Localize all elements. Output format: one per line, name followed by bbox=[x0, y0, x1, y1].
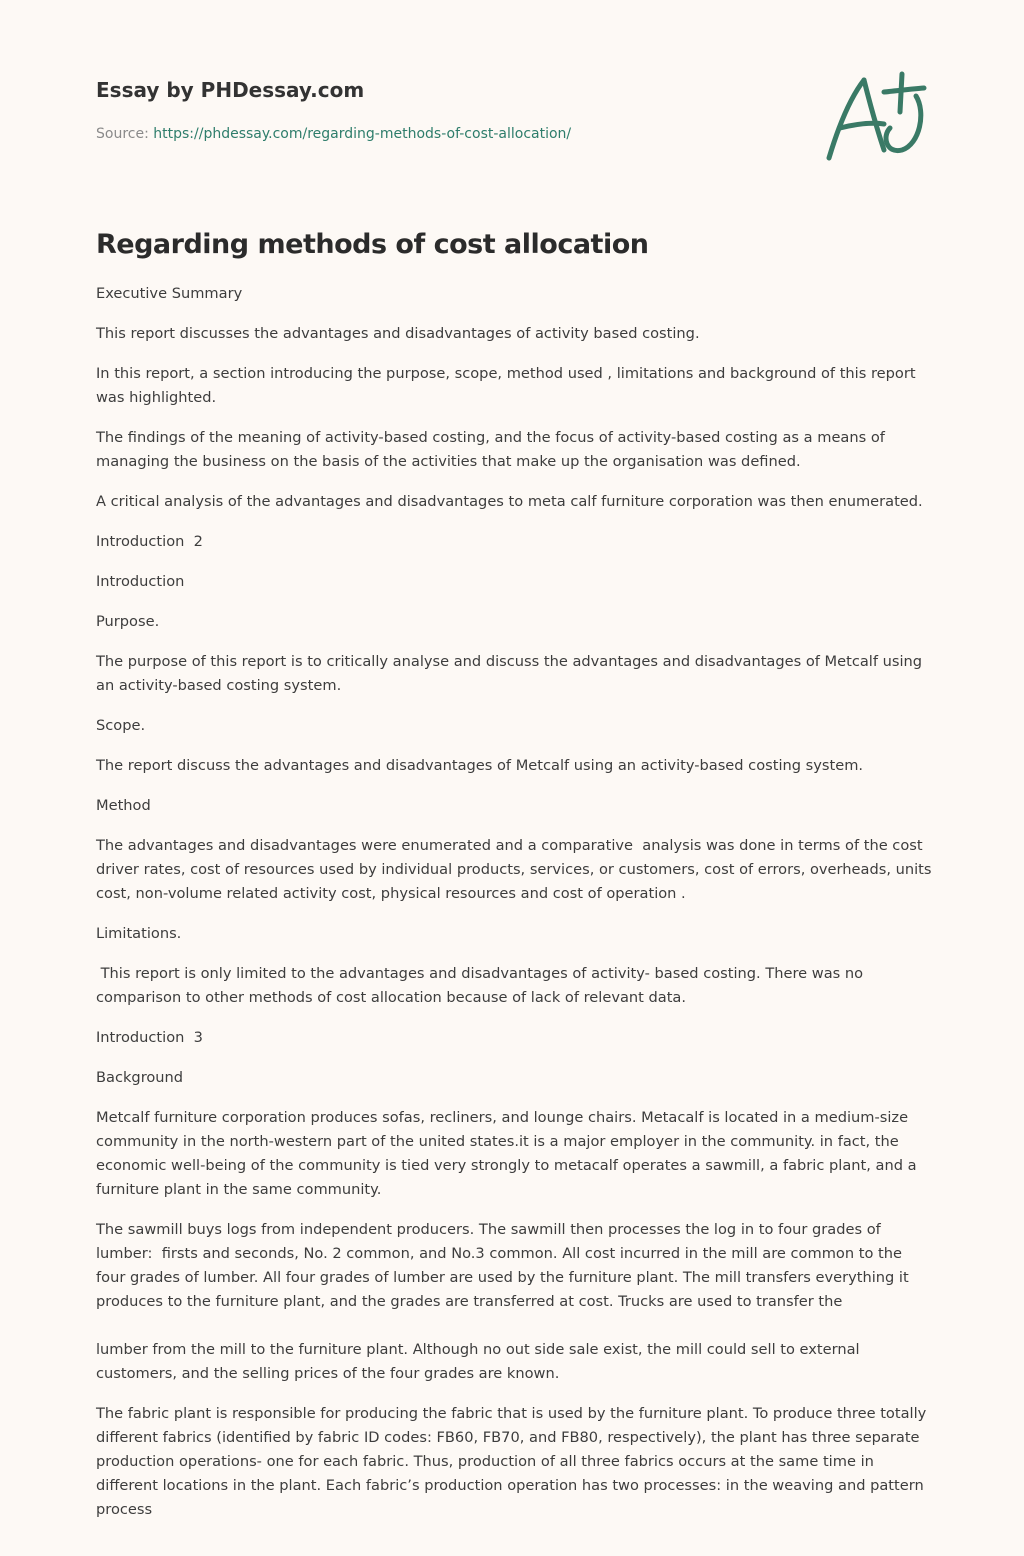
paragraph: The purpose of this report is to critically analyse and discuss the advantages and disadvantages of Metcalf using an activity-based costing system. bbox=[96, 653, 927, 694]
source-label: Source: bbox=[96, 126, 154, 142]
a-plus-logo-icon bbox=[820, 66, 930, 166]
paragraph: lumber from the mill to the furniture plant. Although no out side sale exist, the mill could sell to external customers, and the selling prices of the four grades are known. bbox=[96, 1341, 865, 1382]
paragraph: The findings of the meaning of activity-based costing, and the focus of activity-based costing as a means of managing the business on the basis of the activities that make up the organisation was defined. bbox=[96, 429, 890, 470]
essay-title: Regarding methods of cost allocation bbox=[96, 229, 649, 260]
section-heading: Limitations. bbox=[96, 925, 182, 942]
source-line bbox=[96, 124, 796, 144]
paragraph: A critical analysis of the advantages and disadvantages to meta calf furniture corporation was then enumerated. bbox=[96, 493, 923, 510]
executive-summary-heading: Executive Summary bbox=[96, 285, 243, 302]
section-heading: Scope. bbox=[96, 717, 146, 734]
paragraph: The report discuss the advantages and disadvantages of Metcalf using an activity-based costing system. bbox=[96, 757, 864, 774]
paragraph: The advantages and disadvantages were enumerated and a comparative analysis was done in terms of the cost driver rates, cost of resources used by individual products, services, or customers, cost of errors, overheads, units cost, non-volume related activity cost, physical resources and cost of operation . bbox=[96, 837, 937, 902]
paragraph: This report is only limited to the advantages and disadvantages of activity- based costing. There was no comparison to other methods of cost allocation because of lack of relevant data. bbox=[96, 965, 868, 1006]
paragraph: The fabric plant is responsible for producing the fabric that is used by the furniture plant. To produce three totally different fabrics (identified by fabric ID codes: FB60, FB70, and FB80, respectively), the plant has three separate production operations- one for each fabric. Thus, production of all three fabrics occurs at the same time in different locations in the plant. Each fabric’s production operation has two processes: in the weaving and pattern process bbox=[96, 1405, 931, 1518]
paragraph: The sawmill buys logs from independent producers. The sawmill then processes the log in to four grades of lumber: firsts and seconds, No. 2 common, and No.3 common. All cost incurred in the mill are common to the four grades of lumber. All four grades of lumber are used by the furniture plant. The mill transfers everything it produces to the furniture plant, and the grades are transferred at cost. Trucks are used to transfer the bbox=[96, 1221, 914, 1310]
source-link[interactable]: https://phdessay.com/regarding-methods-of-cost-allocation/ bbox=[153, 126, 572, 142]
site-title: Essay by PHDessay.com bbox=[96, 78, 365, 102]
essay-content bbox=[96, 226, 937, 1538]
section-label: Introduction 3 bbox=[96, 1029, 203, 1046]
section-label: Introduction 2 bbox=[96, 533, 203, 550]
section-heading: Introduction bbox=[96, 573, 185, 590]
section-heading: Method bbox=[96, 797, 151, 814]
paragraph: This report discusses the advantages and disadvantages of activity based costing. bbox=[96, 325, 700, 342]
paragraph: In this report, a section introducing the purpose, scope, method used , limitations and background of this report was highlighted. bbox=[96, 365, 921, 406]
paragraph: Metcalf furniture corporation produces sofas, recliners, and lounge chairs. Metacalf is located in a medium-size community in the north-western part of the united states.it is a major employer in the community. in fact, the economic well-being of the community is tied very strongly to metacalf operates a sawmill, a fabric plant, and a furniture plant in the same community. bbox=[96, 1109, 922, 1198]
section-heading: Purpose. bbox=[96, 613, 160, 630]
section-heading: Background bbox=[96, 1069, 184, 1086]
page-header bbox=[96, 76, 796, 144]
